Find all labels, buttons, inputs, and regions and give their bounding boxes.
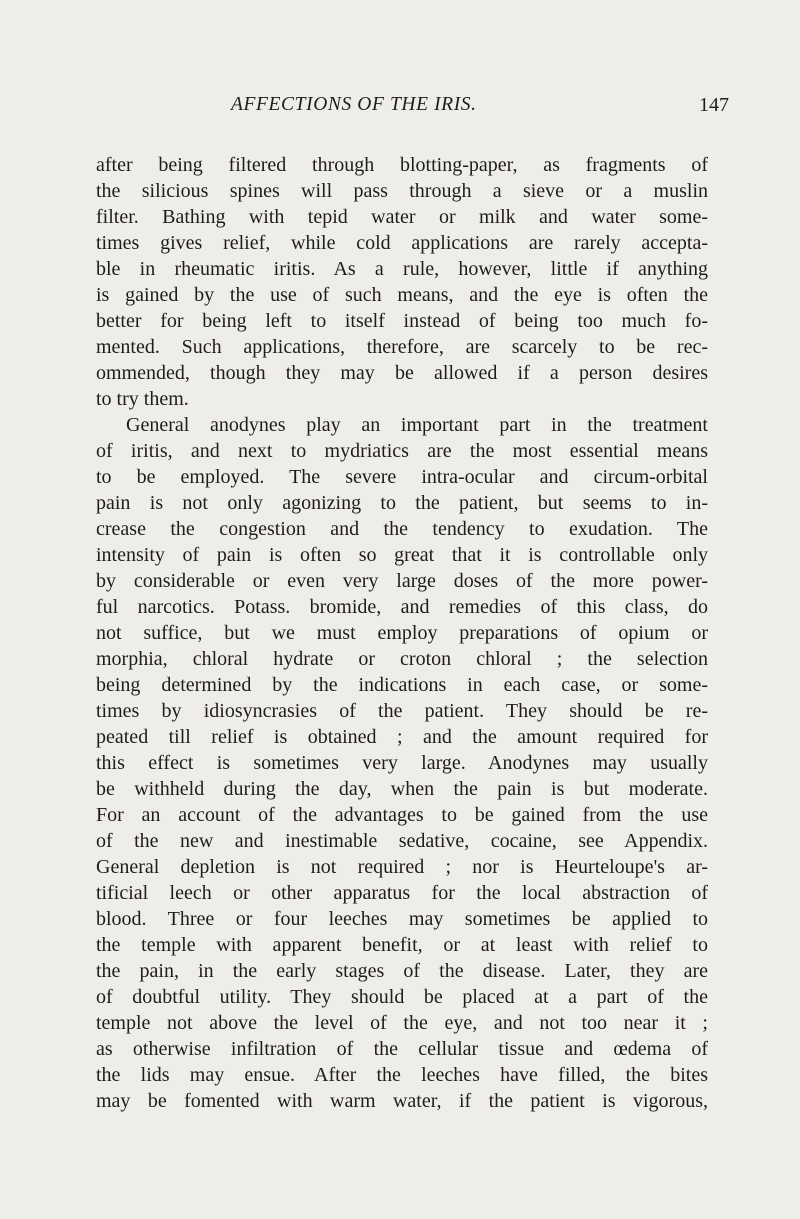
text-line: by considerable or even very large doses of the more power-	[96, 570, 708, 592]
text-line: ble in rheumatic iritis. As a rule, however, little if anything	[96, 258, 708, 280]
text-line: tificial leech or other apparatus for the local abstraction of	[96, 882, 708, 904]
text-line: filter. Bathing with tepid water or milk and water some-	[96, 206, 708, 228]
text-line: the silicious spines will pass through a sieve or a muslin	[96, 180, 708, 202]
text-line: times by idiosyncrasies of the patient. They should be re-	[96, 700, 708, 722]
text-line: the temple with apparent benefit, or at least with relief to	[96, 934, 708, 956]
text-line: as otherwise infiltration of the cellular tissue and œdema of	[96, 1038, 708, 1060]
text-line: is gained by the use of such means, and the eye is often the	[96, 284, 708, 306]
text-line: of the new and inestimable sedative, cocaine, see Appendix.	[96, 830, 708, 852]
paragraph-first-line: General anodynes play an important part in the treatment	[126, 414, 708, 436]
text-line: not suffice, but we must employ preparations of opium or	[96, 622, 708, 644]
body-text	[96, 152, 708, 1114]
text-line: ful narcotics. Potass. bromide, and remedies of this class, do	[96, 596, 708, 618]
text-line: this effect is sometimes very large. Anodynes may usually	[96, 752, 708, 774]
text-line: better for being left to itself instead of being too much fo-	[96, 310, 708, 332]
text-line: intensity of pain is often so great that it is controllable only	[96, 544, 708, 566]
page-header	[0, 94, 800, 124]
text-line: morphia, chloral hydrate or croton chloral ; the selection	[96, 648, 708, 670]
text-line: be withheld during the day, when the pain is but moderate.	[96, 778, 708, 800]
text-line: to try them.	[96, 388, 189, 410]
text-line: being determined by the indications in each case, or some-	[96, 674, 708, 696]
text-line: mented. Such applications, therefore, are scarcely to be rec-	[96, 336, 708, 358]
text-line: For an account of the advantages to be gained from the use	[96, 804, 708, 826]
text-line: of iritis, and next to mydriatics are the most essential means	[96, 440, 708, 462]
text-line: ommended, though they may be allowed if a person desires	[96, 362, 708, 384]
text-line: times gives relief, while cold applications are rarely accepta-	[96, 232, 708, 254]
running-title: AFFECTIONS OF THE IRIS.	[231, 94, 477, 115]
text-line: crease the congestion and the tendency to exudation. The	[96, 518, 708, 540]
text-line: blood. Three or four leeches may sometimes be applied to	[96, 908, 708, 930]
text-line: peated till relief is obtained ; and the amount required for	[96, 726, 708, 748]
text-line: may be fomented with warm water, if the patient is vigorous,	[96, 1090, 708, 1112]
text-line: after being filtered through blotting-paper, as fragments of	[96, 154, 708, 176]
text-line: to be employed. The severe intra-ocular and circum-orbital	[96, 466, 708, 488]
text-line: of doubtful utility. They should be placed at a part of the	[96, 986, 708, 1008]
text-line: pain is not only agonizing to the patient, but seems to in-	[96, 492, 708, 514]
text-line: the pain, in the early stages of the disease. Later, they are	[96, 960, 708, 982]
page-number: 147	[699, 94, 729, 116]
text-line: the lids may ensue. After the leeches have filled, the bites	[96, 1064, 708, 1086]
text-line: temple not above the level of the eye, and not too near it ;	[96, 1012, 708, 1034]
text-line: General depletion is not required ; nor is Heurteloupe's ar-	[96, 856, 708, 878]
